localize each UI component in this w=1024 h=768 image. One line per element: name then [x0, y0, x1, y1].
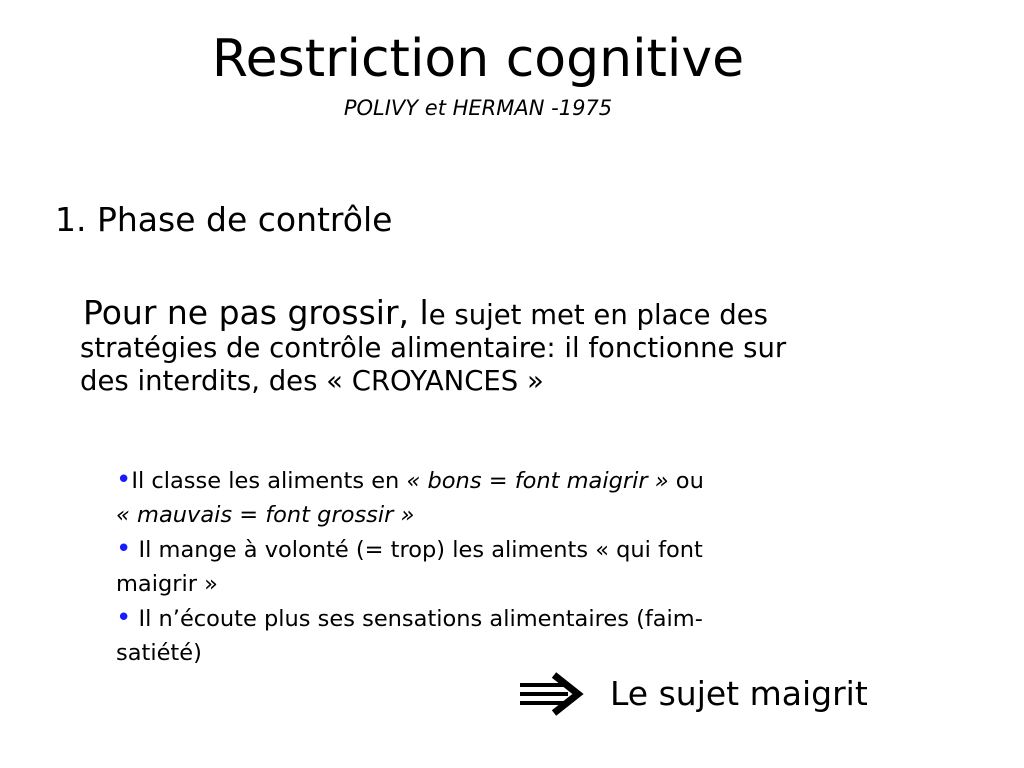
section-heading: 1. Phase de contrôle — [55, 200, 393, 239]
bullet-2-text: Il mange à volonté (= trop) les aliments « qui font — [131, 537, 703, 563]
bullet-1-italic: « bons = font maigrir » — [406, 468, 669, 494]
slide-subtitle: POLIVY et HERMAN -1975 — [343, 96, 613, 120]
bullet-1-line-2 — [116, 498, 936, 532]
paragraph-lead-large: Pour ne pas grossir, l — [83, 293, 429, 332]
bullet-dot-icon: • — [116, 465, 132, 495]
double-arrow-right-icon — [518, 672, 584, 716]
bullet-list — [116, 463, 936, 670]
paragraph-line-1 — [80, 293, 980, 332]
bullet-1-italic-2: « mauvais = font grossir » — [116, 502, 415, 528]
bullet-dot-icon: • — [116, 534, 132, 564]
slide-title: Restriction cognitive — [211, 29, 745, 89]
bullet-dot-icon: • — [116, 603, 132, 633]
bullet-1-tail: ou — [668, 468, 704, 494]
bullet-3-line-2: satiété) — [116, 640, 202, 666]
paragraph-line-3: des interdits, des « CROYANCES » — [80, 365, 544, 397]
bullet-2-line-1 — [116, 532, 936, 567]
intro-paragraph — [80, 293, 980, 398]
conclusion-row — [518, 670, 868, 718]
conclusion-text: Le sujet maigrit — [610, 674, 868, 713]
bullet-3-line-1 — [116, 601, 936, 636]
bullet-2-line-2: maigrir » — [116, 571, 218, 597]
bullet-3-text: Il n’écoute plus ses sensations alimentaires (faim- — [131, 606, 703, 632]
paragraph-line-2: stratégies de contrôle alimentaire: il fonctionne sur — [80, 332, 787, 364]
bullet-1-text: Il classe les aliments en — [131, 468, 407, 494]
paragraph-lead-rest: e sujet met en place des — [428, 299, 768, 331]
bullet-1-line-1 — [116, 463, 936, 498]
